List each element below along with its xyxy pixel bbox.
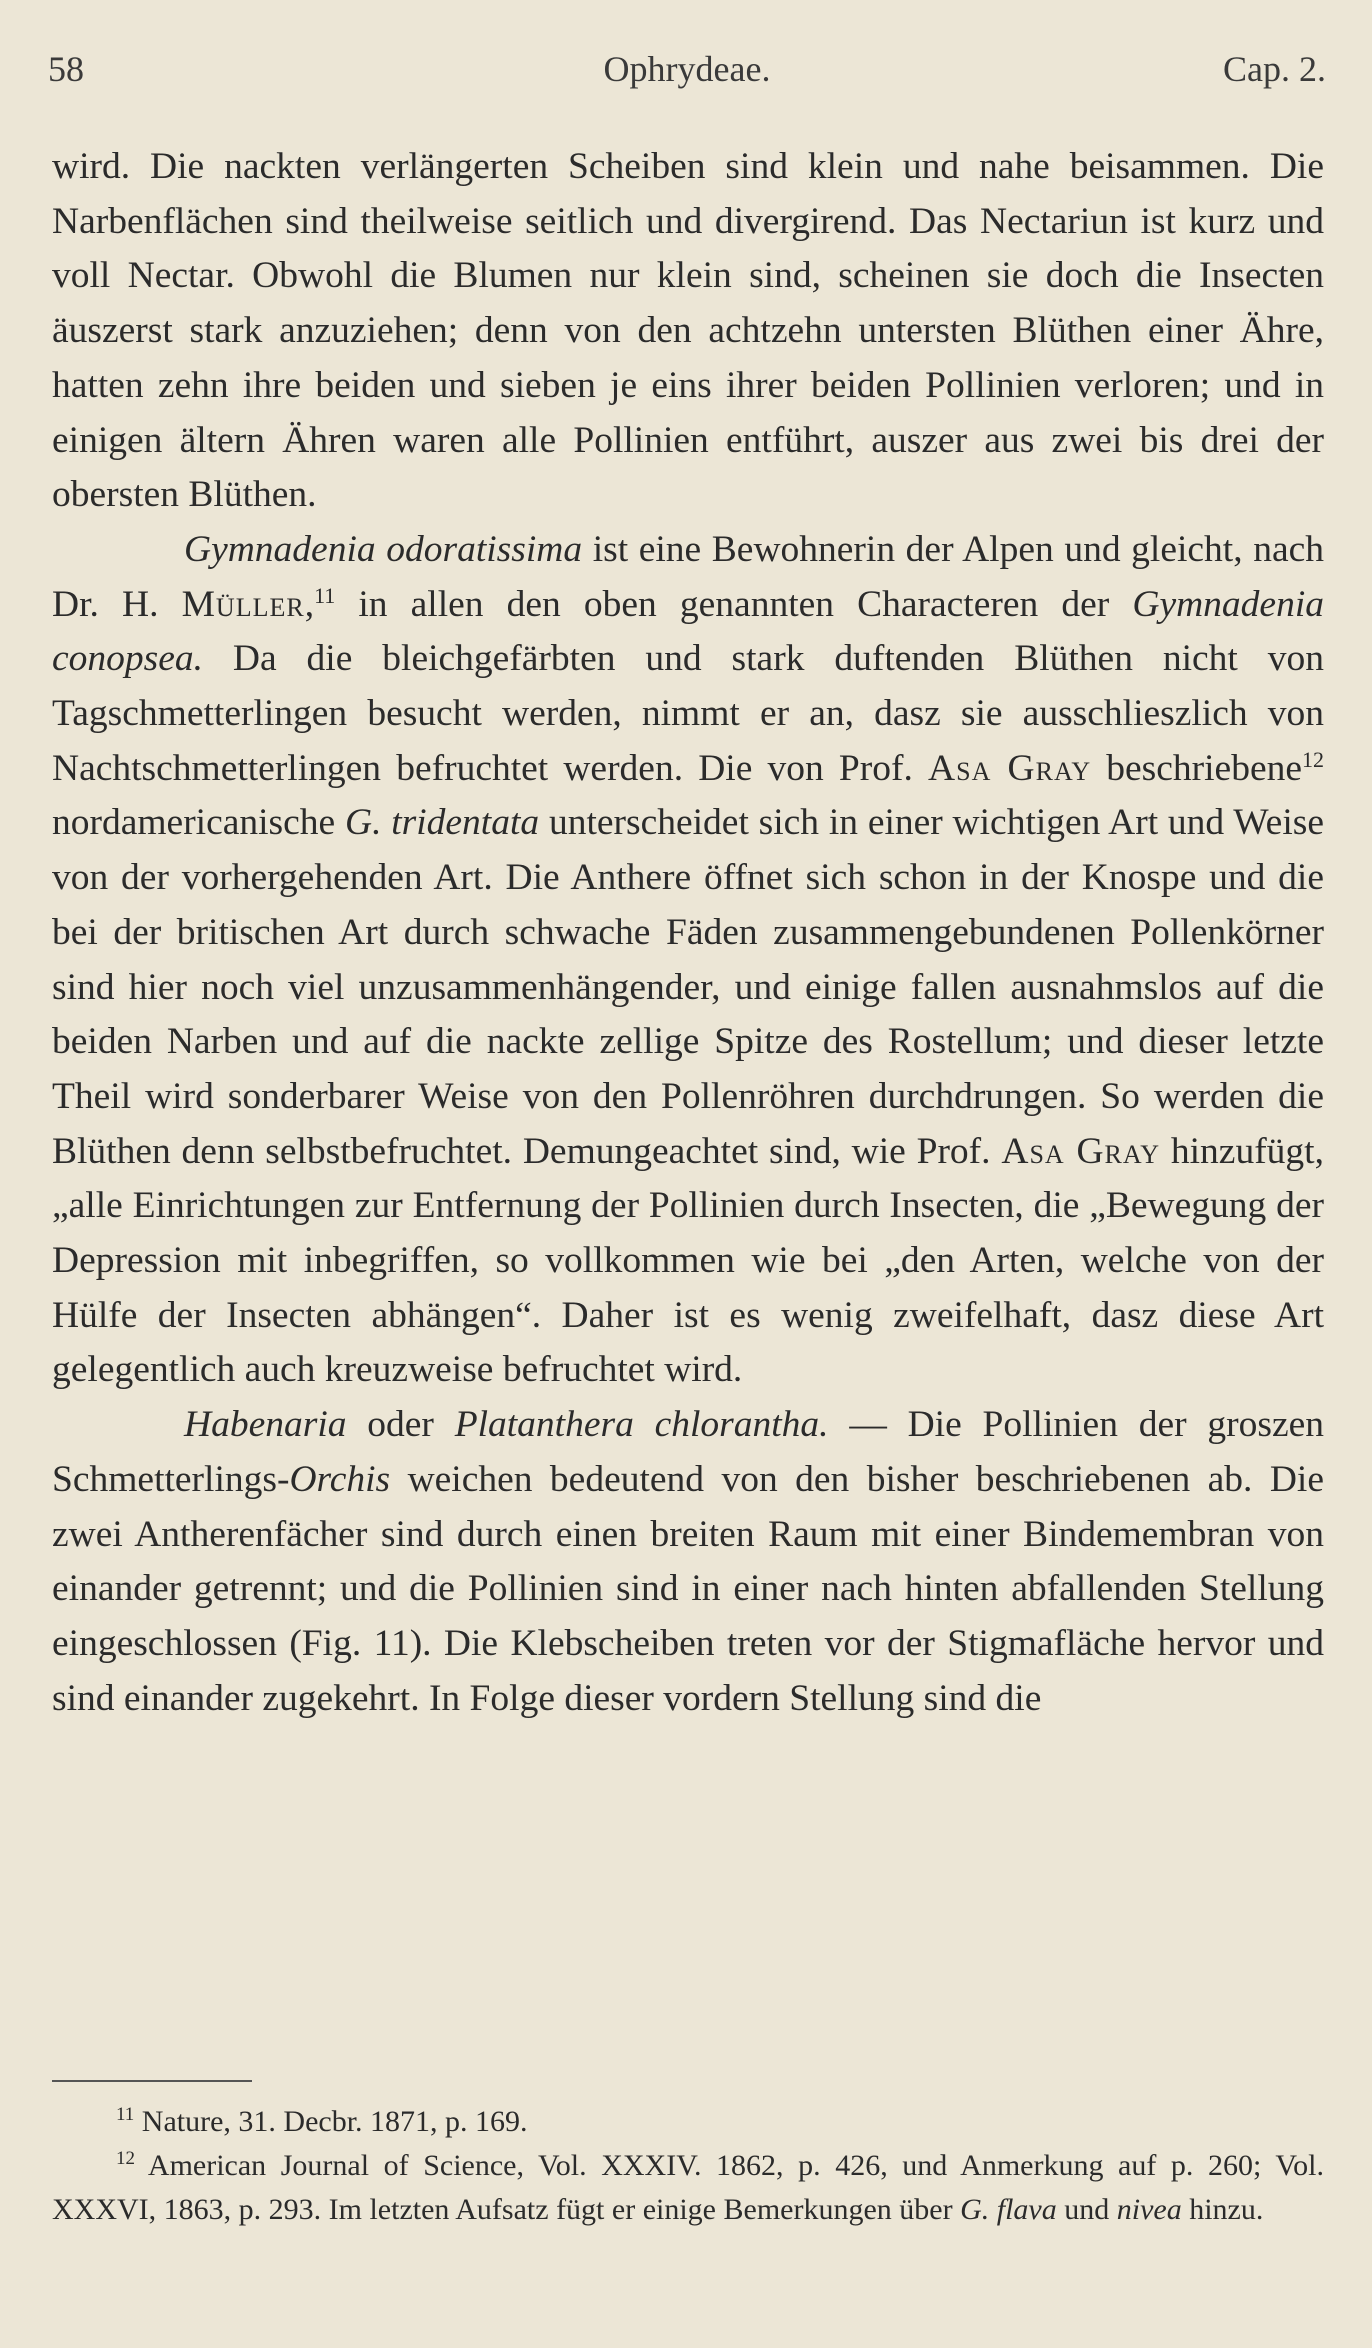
running-title: Ophrydeae. [603,49,771,89]
genus-name: Orchis [289,1458,391,1500]
genus-name: Habenaria [184,1404,347,1446]
footnote-ref: 11 [314,582,336,608]
author-name: Asa Gray [1001,1130,1161,1172]
author-name: Asa Gray [928,747,1092,789]
footnote-ref: 12 [1301,746,1324,772]
footnote-12: $^{12}$ American Journal of Science, Vol. XXXIV. 1862, p. 426, und Anmerkung auf p. 260; Vol. XXXVI, 1863, p. 293. Im letzten Aufsatz fügt er einige Bemerkungen über G. flava und nivea hinzu. [52,2148,1324,2226]
running-header [48,48,1326,96]
paragraph-habenaria: Habenaria oder Platanthera chlorantha. — Die Pollinien der groszen Schmetterlings-Orchis weichen bedeutend von den bisher beschriebenen ab. Die zwei Antherenfächer sind durch einen breiten Raum mit einer Bindemembran von einander getrennt; und die Pollinien sind in einer nach hinten abfallenden Stellung eingeschlossen (Fig. 11). Die Klebscheiben treten vor der Stigmafläche hervor und sind einander zugekehrt. In Folge dieser vordern Stellung sind die [52,1404,1324,1719]
species-name: G. flava [960,2193,1057,2226]
footnote-mark: 11 [116,2104,135,2125]
page-number: 58 [48,49,84,89]
species-name: Gymnadenia conopsea. [52,583,1324,680]
author-name: Müller [181,583,305,625]
species-name: Gymnadenia odoratissima [184,528,583,570]
footnote-divider [52,2080,252,2082]
paragraph-continuation: wird. Die nackten verlängerten Scheiben sind klein und nahe beisammen. Die Narbenflächen sind theilweise seitlich und divergirend. Das Nectariun ist kurz und voll Nectar. Obwohl die Blumen nur klein sind, scheinen sie doch die Insecten äuszerst stark anzuziehen; denn von den achtzehn untersten Blüthen einer Ähre, hatten zehn ihre beiden und sieben je eins ihrer beiden Pollinien verloren; und in einigen ältern Ähren waren alle Pollinien entführt, auszer aus zwei bis drei der obersten Blüthen. [52,146,1324,516]
footnotes [52,2100,1324,2232]
main-text [52,140,1324,1726]
species-name: G. tridentata [344,802,540,844]
chapter-label: Cap. 2. [1223,49,1326,89]
genus-name: Platanthera chlorantha. [454,1404,829,1446]
paragraph-gymnadenia-odoratissima: Gymnadenia odoratissima ist eine Bewohnerin der Alpen und gleicht, nach Dr. H. Müller,$^{11}$ in allen den oben genannten Characteren der Gymnadenia conopsea. Da die bleichgefärbten und stark duftenden Blüthen nicht von Tagschmetterlingen besucht werden, nimmt er an, dasz sie ausschlieszlich von Nachtschmetterlingen befruchtet werden. Die von Prof. Asa Gray beschriebene$^{12}$ nordamericanische G. tridentata unterscheidet sich in einer wichtigen Art und Weise von der vorhergehenden Art. Die Anthere öffnet sich schon in der Knospe und die bei der britischen Art durch schwache Fäden zusammengebundenen Pollenkörner sind hier noch viel unzusammenhängender, und einige fallen ausnahmslos auf die beiden Narben und auf die nackte zellige Spitze des Rostellum; und dieser letzte Theil wird sonderbarer Weise von den Pollenröhren durchdrungen. So werden die Blüthen denn selbstbefruchtet. Demungeachtet sind, wie Prof. Asa Gray hinzufügt, „alle Einrichtungen zur Entfernung der Pollinien durch Insecten, die „Bewegung der Depression mit inbegriffen, so vollkommen wie bei „den Arten, welche von der Hülfe der Insecten abhängen“. Daher ist es wenig zweifelhaft, dasz diese Art gelegentlich auch kreuzweise befruchtet wird. [52,528,1324,1391]
species-name: nivea [1116,2193,1182,2226]
footnote-mark: 12 [116,2148,135,2169]
footnote-11: $^{11}$ Nature, 31. Decbr. 1871, p. 169. [116,2104,528,2138]
